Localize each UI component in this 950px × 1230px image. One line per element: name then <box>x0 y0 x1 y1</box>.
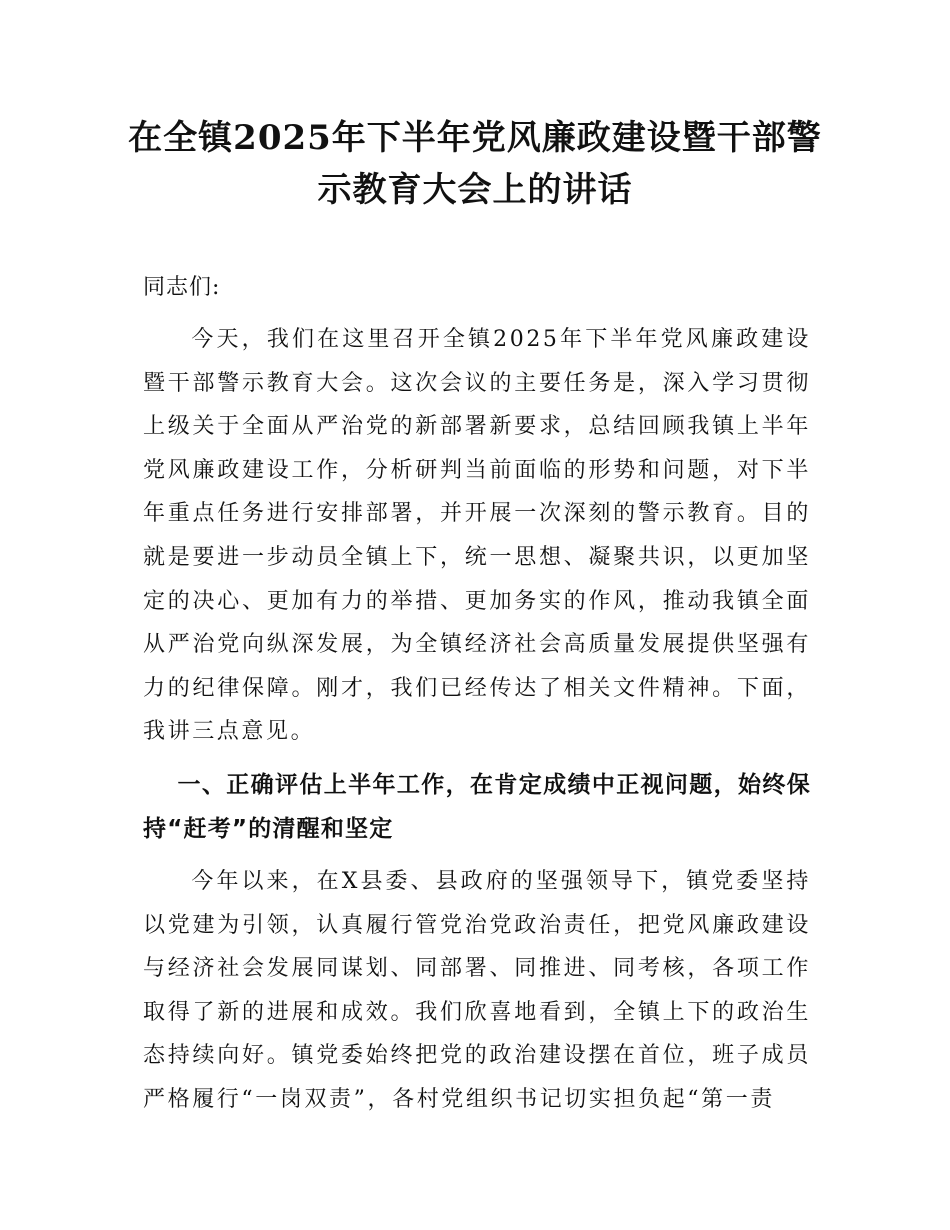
paragraph-intro: 今天，我们在这里召开全镇2025年下半年党风廉政建设暨干部警示教育大会。这次会议的主要任务是，深入学习贯彻上级关于全面从严治党的新部署新要求，总结回顾我镇上半年党风廉政建设工作，分析研判当前面临的形势和问题，对下半年重点任务进行安排部署，并开展一次深刻的警示教育。目的就是要进一步动员全镇上下，统一思想、凝聚共识，以更加坚定的决心、更加有力的举措、更加务实的作风，推动我镇全面从严治党向纵深发展，为全镇经济社会高质量发展提供坚强有力的纪律保障。刚才，我们已经传达了相关文件精神。下面，我讲三点意见。 <box>143 327 811 745</box>
document-title: 在全镇2025年下半年党风廉政建设暨干部警示教育大会上的讲话 <box>128 118 822 210</box>
salutation: 同志们: <box>143 275 221 300</box>
paragraph-section-1: 今年以来，在X县委、县政府的坚强领导下，镇党委坚持以党建为引领，认真履行管党治党政治责任，把党风廉政建设与经济社会发展同谋划、同部署、同推进、同考核，各项工作取得了新的进展和成效。我们欣喜地看到，全镇上下的政治生态持续向好。镇党委始终把党的政治建设摆在首位，班子成员严格履行“一岗双责”，各村党组织书记切实担负起“第一责 <box>143 869 811 1112</box>
section-heading: 一、正确评估上半年工作，在肯定成绩中正视问题，始终保持“赶考”的清醒和坚定 <box>143 772 811 842</box>
